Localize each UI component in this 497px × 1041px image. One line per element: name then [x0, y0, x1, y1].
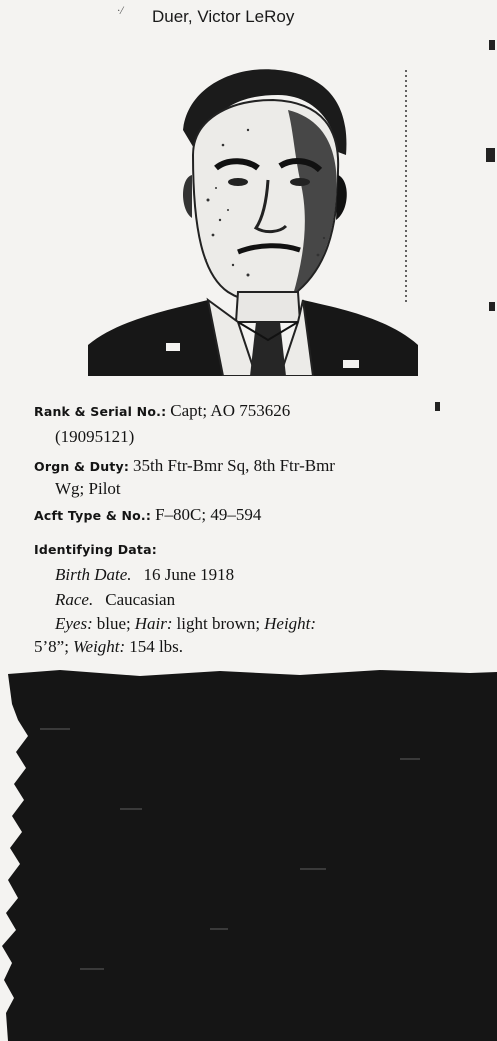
orgn-row [34, 456, 335, 476]
race-row [55, 590, 175, 610]
height-label: Height: [264, 614, 317, 633]
rank-value-continued: (19095121) [55, 427, 135, 446]
hair-label: Hair: [134, 614, 173, 633]
eyes-hair-height-row [55, 614, 316, 634]
rank-label: Rank & Serial No.: [34, 404, 167, 419]
edge-speck [486, 148, 495, 162]
birth-value: 16 June 1918 [143, 565, 235, 584]
portrait-photo [88, 60, 418, 376]
race-label: Race. [55, 590, 94, 609]
weight-value: 154 lbs. [129, 637, 184, 656]
edge-speck [435, 402, 440, 411]
acft-row [34, 505, 261, 525]
birth-label: Birth Date. [55, 565, 132, 584]
edge-speck [489, 40, 495, 50]
height-value: 5’8”; [34, 637, 69, 656]
person-name: Duer, Victor LeRoy [152, 7, 295, 26]
height-weight-row [34, 637, 183, 657]
weight-label: Weight: [72, 637, 126, 656]
eyes-value: blue; [96, 614, 131, 633]
identifying-data-label: Identifying Data: [34, 542, 157, 557]
rank-value: Capt; AO 753626 [170, 401, 291, 420]
rank-row [34, 401, 290, 421]
edge-speck [489, 302, 495, 311]
orgn-value-continued: Wg; Pilot [55, 479, 121, 498]
birth-row [55, 565, 234, 585]
orgn-label: Orgn & Duty: [34, 459, 130, 474]
race-value: Caucasian [105, 590, 176, 609]
redacted-block [0, 668, 497, 1041]
handwritten-mark: ·/ [117, 3, 124, 17]
acft-value: F–80C; 49–594 [155, 505, 262, 524]
eyes-label: Eyes: [55, 614, 93, 633]
orgn-value: 35th Ftr-Bmr Sq, 8th Ftr-Bmr [133, 456, 335, 475]
hair-value: light brown; [176, 614, 261, 633]
acft-label: Acft Type & No.: [34, 508, 152, 523]
